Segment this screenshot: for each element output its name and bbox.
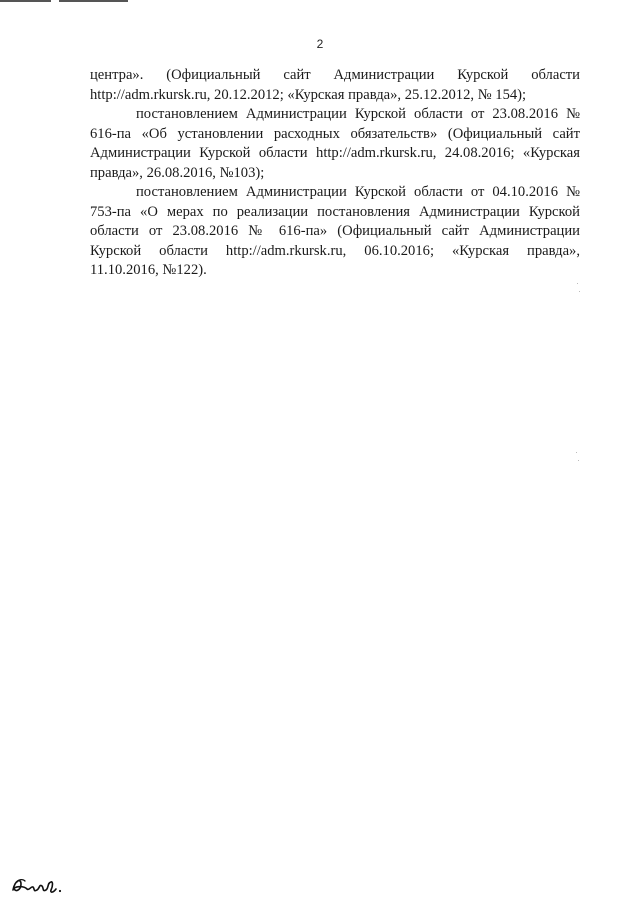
handwritten-signature: [9, 874, 69, 898]
scan-speck: [577, 283, 578, 284]
page-number: 2: [316, 37, 324, 51]
scan-speck: [578, 460, 579, 461]
top-edge-rule-right: [59, 0, 128, 2]
paragraph-resolution-616: постановлением Администрации Курской области от 23.08.2016 № 616-па «Об установлении расходных обязательств» (Официальный сайт Администрации Курской области http://adm.rkursk.ru, 24.08.2016; «Курская правда», 26.08.2016, №103);: [90, 106, 580, 181]
scan-speck: [579, 291, 580, 292]
paragraph-resolution-753: постановлением Администрации Курской области от 04.10.2016 № 753-па «О мерах по реализации постановления Администрации Курской области от 23.08.2016 № 616-па» (Официальный сайт Администрации Курской области http://adm.rkursk.ru, 06.10.2016; «Курская правда», 11.10.2016, №122).: [90, 184, 580, 278]
paragraph-continuation: центра». (Официальный сайт Администрации Курской области http://adm.rkursk.ru, 20.12.2012; «Курская правда», 25.12.2012, № 154);: [90, 67, 580, 103]
document-body: [90, 66, 580, 281]
scan-speck: [576, 452, 577, 453]
top-edge-rule-left: [0, 0, 51, 2]
